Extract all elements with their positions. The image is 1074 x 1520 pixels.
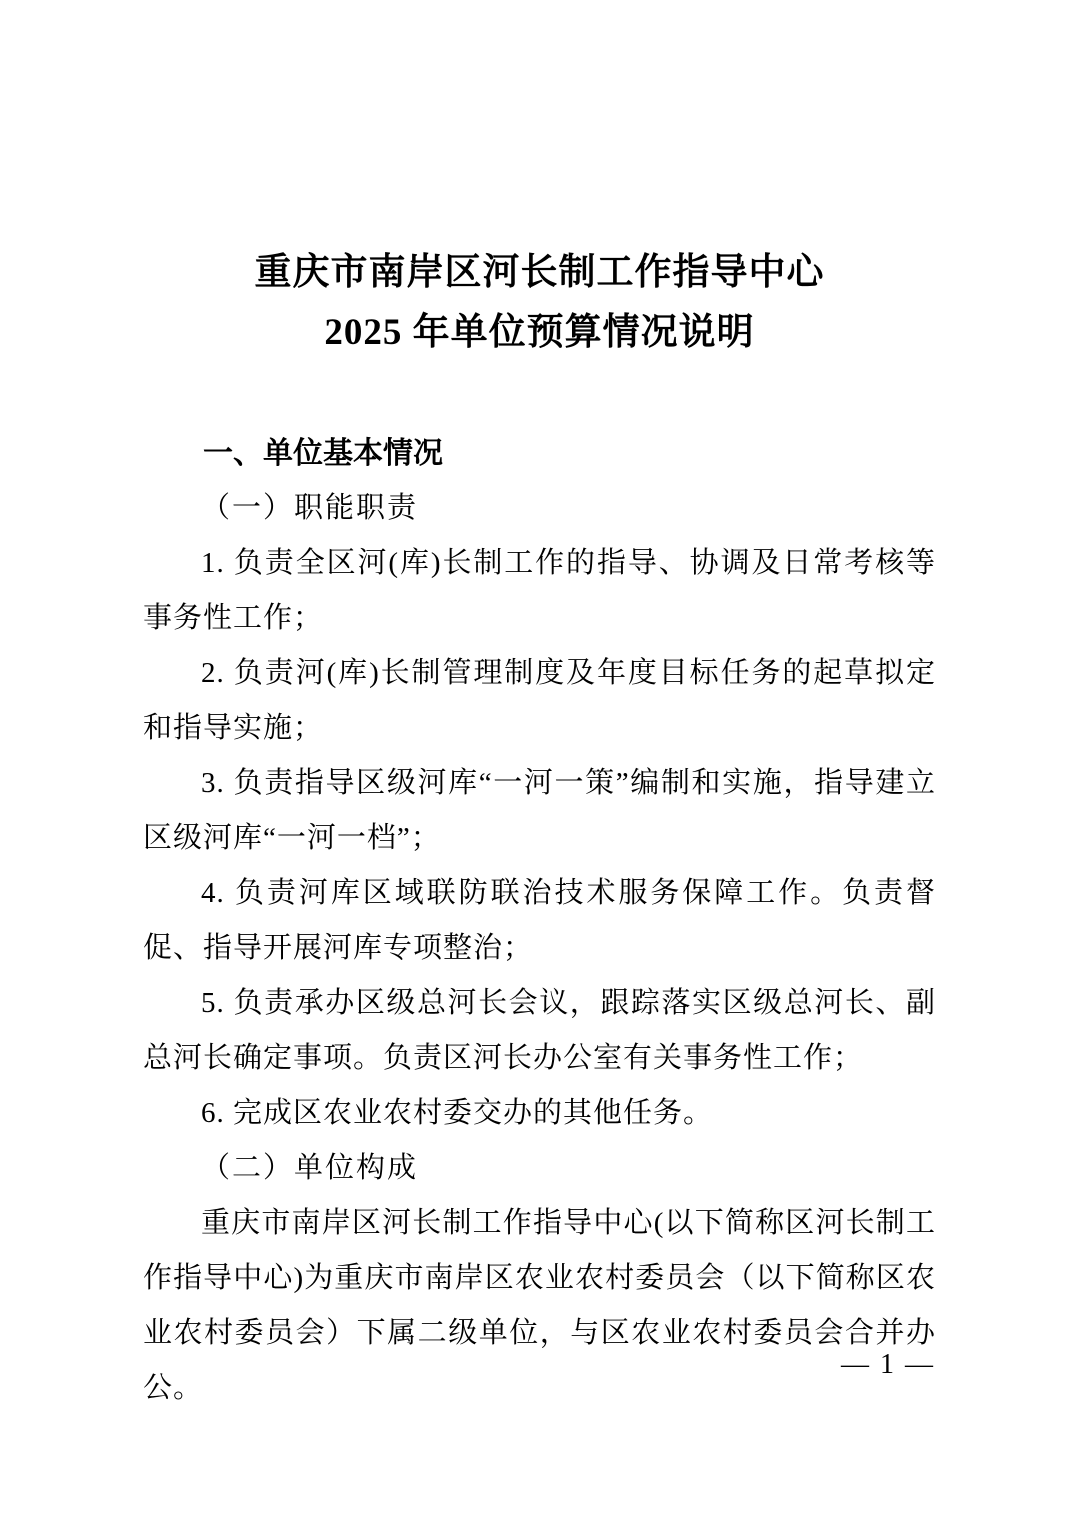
subsection-heading-1: （一）职能职责 <box>201 492 419 524</box>
title-line-2: 2025 年单位预算情况说明 <box>324 312 755 353</box>
duty-item-5: 5. 负责承办区级总河长会议，跟踪落实区级总河长、副总河长确定事项。负责区河长办公室有关事务性工作； <box>143 987 936 1074</box>
duty-item-2: 2. 负责河(库)长制管理制度及年度目标任务的起草拟定和指导实施； <box>143 657 936 744</box>
unit-composition-paragraph: 重庆市南岸区河长制工作指导中心(以下简称区河长制工作指导中心)为重庆市南岸区农业农村委员会（以下简称区农业农村委员会）下属二级单位，与区农业农村委员会合并办公。 <box>143 1207 936 1404</box>
page-number: — 1 — <box>841 1349 935 1380</box>
title-line-1: 重庆市南岸区河长制工作指导中心 <box>254 252 825 293</box>
duty-item-1: 1. 负责全区河(库)长制工作的指导、协调及日常考核等事务性工作； <box>143 547 936 634</box>
duty-item-4: 4. 负责河库区域联防联治技术服务保障工作。负责督促、指导开展河库专项整治； <box>143 877 936 964</box>
document-title <box>143 243 936 363</box>
subsection-heading-2: （二）单位构成 <box>201 1152 419 1184</box>
duty-item-6: 6. 完成区农业农村委交办的其他任务。 <box>201 1097 714 1129</box>
document-content <box>143 0 936 1416</box>
duty-item-3: 3. 负责指导区级河库“一河一策”编制和实施，指导建立区级河库“一河一档”； <box>143 767 936 854</box>
document-body <box>143 426 936 1416</box>
section-heading-1: 一、单位基本情况 <box>203 437 443 470</box>
